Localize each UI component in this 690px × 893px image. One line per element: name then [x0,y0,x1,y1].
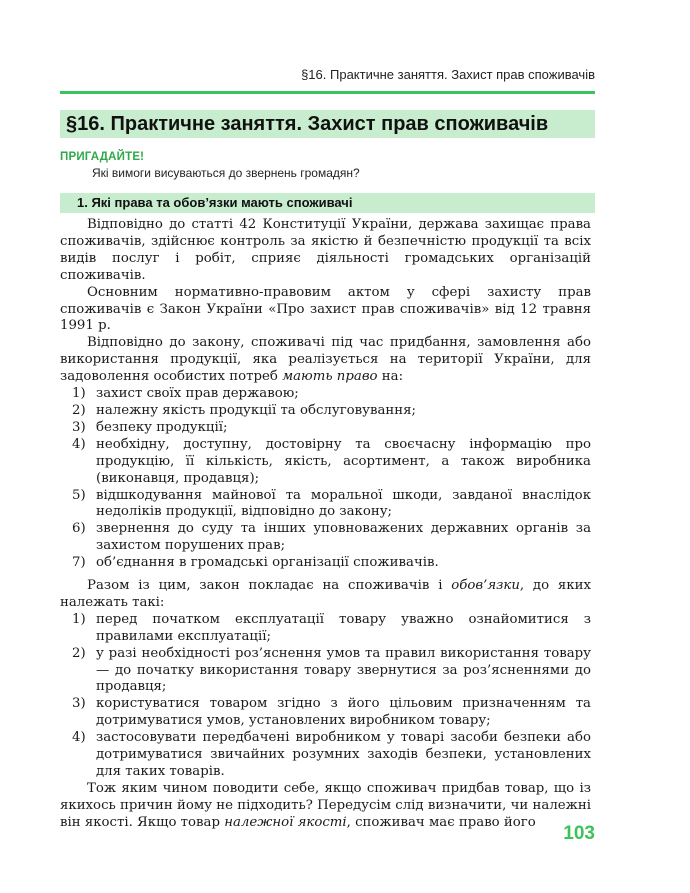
body-text [60,217,591,832]
emphasis: обов’язки [451,578,520,594]
paragraph-text: Відповідно до закону, споживачі під час придбання, замовлення або використання продукції, яка реалізується на території України, для задоволення особистих потреб [60,335,591,385]
list-text: у разі необхідності роз’яснення умов та правил використання товару — до початку використання товару звернутися за роз’ясненнями до продавця; [96,645,591,695]
list-text: звернення до суду та інших уповноважених державних органів за захистом порушених прав; [96,521,591,554]
list-number: 4) [72,730,86,746]
list-number: 7) [72,555,86,571]
list-number: 1) [72,386,86,402]
paragraph-text: на: [377,369,404,385]
paragraph-text: Разом із цим, закон покладає на споживачів і [87,578,452,594]
running-head: §16. Практичне заняття. Захист прав споживачів [301,67,595,82]
paragraph-text: , до яких належать такі: [60,578,591,610]
list-item [60,555,591,572]
list-text: захист своїх прав державою; [96,386,299,402]
page-title: §16. Практичне заняття. Захист прав споживачів [66,113,549,135]
paragraph-text: , споживач має право його [346,814,536,830]
list-number: 3) [72,419,86,435]
list-text: безпеку продукції; [96,419,228,435]
section-banner [60,193,595,213]
list-text: відшкодування майнової та моральної шкоди, завданої внаслідок недоліків продукції, відповідно до закону; [96,487,591,520]
list-text: належну якість продукції та обслуговування; [96,402,416,418]
title-banner [60,110,595,138]
list-number: 1) [72,611,86,627]
paragraph [60,335,591,386]
section-heading: 1. Які права та обов’язки мають споживачі [77,195,353,210]
list-item [60,403,591,420]
emphasis: належної якості [224,814,347,830]
list-number: 5) [72,487,86,503]
list-number: 2) [72,402,86,418]
paragraph: Відповідно до статті 42 Конституції України, держава захищає права споживачів, здійснює контроль за якістю й безпечністю продукції та всіх видів послуг і робіт, сприяє діяльності громадських організацій споживачів. [60,217,591,283]
list-item [60,386,591,403]
list-text: користуватися товаром згідно з його цільовим призначенням та дотримуватися умов, установлених виробником товару; [96,696,591,729]
list-text: необхідну, доступну, достовірну та своєчасну інформацію про продукцію, її кількість, якість, асортимент, а також виробника (виконавця, продавця); [96,436,591,486]
list-text: застосовувати передбачені виробником у товарі засоби безпеки або дотримуватися звичайних розумних заходів безпеки, установлених для таких товарів. [96,730,591,779]
list-item [60,696,591,730]
list-number: 4) [72,436,86,452]
emphasis: мають право [282,369,378,385]
list-item [60,420,591,437]
list-number: 2) [72,645,86,661]
paragraph [60,781,591,832]
recall-label: ПРИГАДАЙТЕ! [60,151,145,163]
paragraph: Основним нормативно-правовим актом у сфері захисту прав споживачів є Закон України «Про захист прав споживачів» від 12 травня 1991 р. [60,284,591,334]
duties-list [60,612,591,781]
list-text: перед початком експлуатації товару уважно ознайомитися з правилами експлуатації; [96,611,591,644]
list-text: об’єднання в громадські організації споживачів. [96,555,439,571]
paragraph-text: Тож яким чином поводити себе, якщо споживач придбав товар, що із якихось причин йому не підходить? Передусім слід визначити, чи належні він якості. Якщо товар [60,780,591,830]
rights-list [60,386,591,572]
recall-question: Які вимоги висуваються до звернень громадян? [92,166,360,180]
page-number: 103 [563,823,595,844]
list-number: 6) [72,521,86,537]
list-item [60,646,591,697]
list-item [60,612,591,646]
header-rule [60,91,595,94]
paragraph [60,578,591,612]
list-item [60,521,591,555]
list-item [60,437,591,488]
list-item [60,730,591,781]
list-number: 3) [72,696,86,712]
list-item [60,488,591,522]
